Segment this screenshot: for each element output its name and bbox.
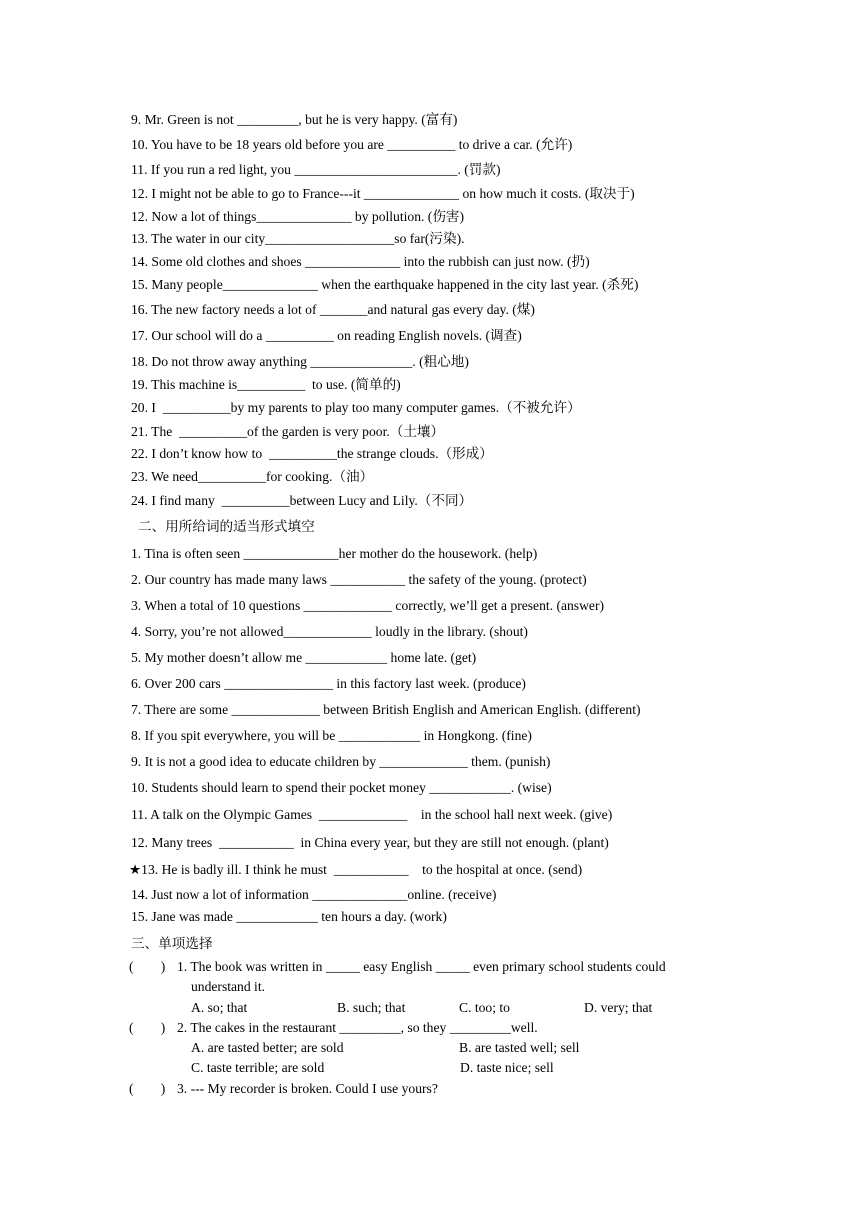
exercise-item: 9. Mr. Green is not _________, but he is very happy. (富有) <box>131 112 458 127</box>
exercise-item: 5. My mother doesn’t allow me ____________ home late. (get) <box>131 650 477 665</box>
exercise-item: ★13. He is badly ill. I think he must ___________ to the hospital at once. (send) <box>129 862 583 877</box>
exercise-item: 13. The water in our city___________________so far(污染). <box>131 231 465 246</box>
exercise-item: 14. Some old clothes and shoes ______________ into the rubbish can just now. (扔) <box>131 254 590 269</box>
exercise-item: 9. It is not a good idea to educate children by _____________ them. (punish) <box>131 754 551 769</box>
option-a: A. are tasted better; are sold <box>191 1040 344 1055</box>
option-c: C. too; to <box>459 1000 510 1015</box>
answer-bracket: ( ) <box>129 959 166 974</box>
section-heading: 二、用所给词的适当形式填空 <box>138 519 315 534</box>
option-d: D. very; that <box>584 1000 653 1015</box>
exercise-item: 16. The new factory needs a lot of _______and natural gas every day. (煤) <box>131 302 535 317</box>
exercise-item: 7. There are some _____________ between British English and American English. (different) <box>131 702 641 717</box>
exercise-item: 11. If you run a red light, you ________________________. (罚款) <box>131 162 501 177</box>
exercise-item: 21. The __________of the garden is very poor.（土壤） <box>131 424 445 439</box>
exercise-item: 3. When a total of 10 questions _____________ correctly, we’ll get a present. (answer) <box>131 598 605 613</box>
exercise-item: 18. Do not throw away anything _______________. (粗心地) <box>131 354 469 369</box>
exercise-item: 12. I might not be able to go to France---it ______________ on how much it costs. (取决于) <box>131 186 635 201</box>
exercise-item: 15. Many people______________ when the earthquake happened in the city last year. (杀死) <box>131 277 639 292</box>
option-d: D. taste nice; sell <box>460 1060 554 1075</box>
exercise-item: 6. Over 200 cars ________________ in this factory last week. (produce) <box>131 676 526 691</box>
option-b: B. such; that <box>337 1000 406 1015</box>
question-stem-continued: understand it. <box>191 979 265 994</box>
option-c: C. taste terrible; are sold <box>191 1060 325 1075</box>
exercise-item: 10. You have to be 18 years old before you are __________ to drive a car. (允许) <box>131 137 573 152</box>
section-heading: 三、单项选择 <box>131 936 213 951</box>
exercise-item: 1. Tina is often seen ______________her mother do the housework. (help) <box>131 546 538 561</box>
exercise-item: 17. Our school will do a __________ on reading English novels. (调查) <box>131 328 522 343</box>
exercise-item: 4. Sorry, you’re not allowed_____________ loudly in the library. (shout) <box>131 624 528 639</box>
exercise-item: 14. Just now a lot of information ______________online. (receive) <box>131 887 497 902</box>
exercise-item: 12. Many trees ___________ in China every year, but they are still not enough. (plant) <box>131 835 609 850</box>
question-stem: 1. The book was written in _____ easy English _____ even primary school students could <box>177 959 666 974</box>
exercise-item: 24. I find many __________between Lucy and Lily.（不同） <box>131 493 473 508</box>
option-a: A. so; that <box>191 1000 248 1015</box>
exercise-item: 8. If you spit everywhere, you will be ____________ in Hongkong. (fine) <box>131 728 532 743</box>
exercise-item: 12. Now a lot of things______________ by pollution. (伤害) <box>131 209 465 224</box>
option-b: B. are tasted well; sell <box>459 1040 580 1055</box>
exercise-item: 2. Our country has made many laws ___________ the safety of the young. (protect) <box>131 572 587 587</box>
answer-bracket: ( ) <box>129 1081 166 1096</box>
exercise-item: 23. We need__________for cooking.（油） <box>131 469 374 484</box>
answer-bracket: ( ) <box>129 1020 166 1035</box>
exercise-item: 22. I don’t know how to __________the strange clouds.（形成） <box>131 446 493 461</box>
question-stem: 2. The cakes in the restaurant _________, so they _________well. <box>177 1020 538 1035</box>
exercise-item: 11. A talk on the Olympic Games _____________ in the school hall next week. (give) <box>131 807 613 822</box>
exercise-item: 19. This machine is__________ to use. (简单的) <box>131 377 401 392</box>
exercise-item: 10. Students should learn to spend their pocket money ____________. (wise) <box>131 780 552 795</box>
exercise-item: 15. Jane was made ____________ ten hours a day. (work) <box>131 909 447 924</box>
exercise-item: 20. I __________by my parents to play too many computer games.（不被允许） <box>131 400 581 415</box>
question-stem: 3. --- My recorder is broken. Could I use yours? <box>177 1081 438 1096</box>
